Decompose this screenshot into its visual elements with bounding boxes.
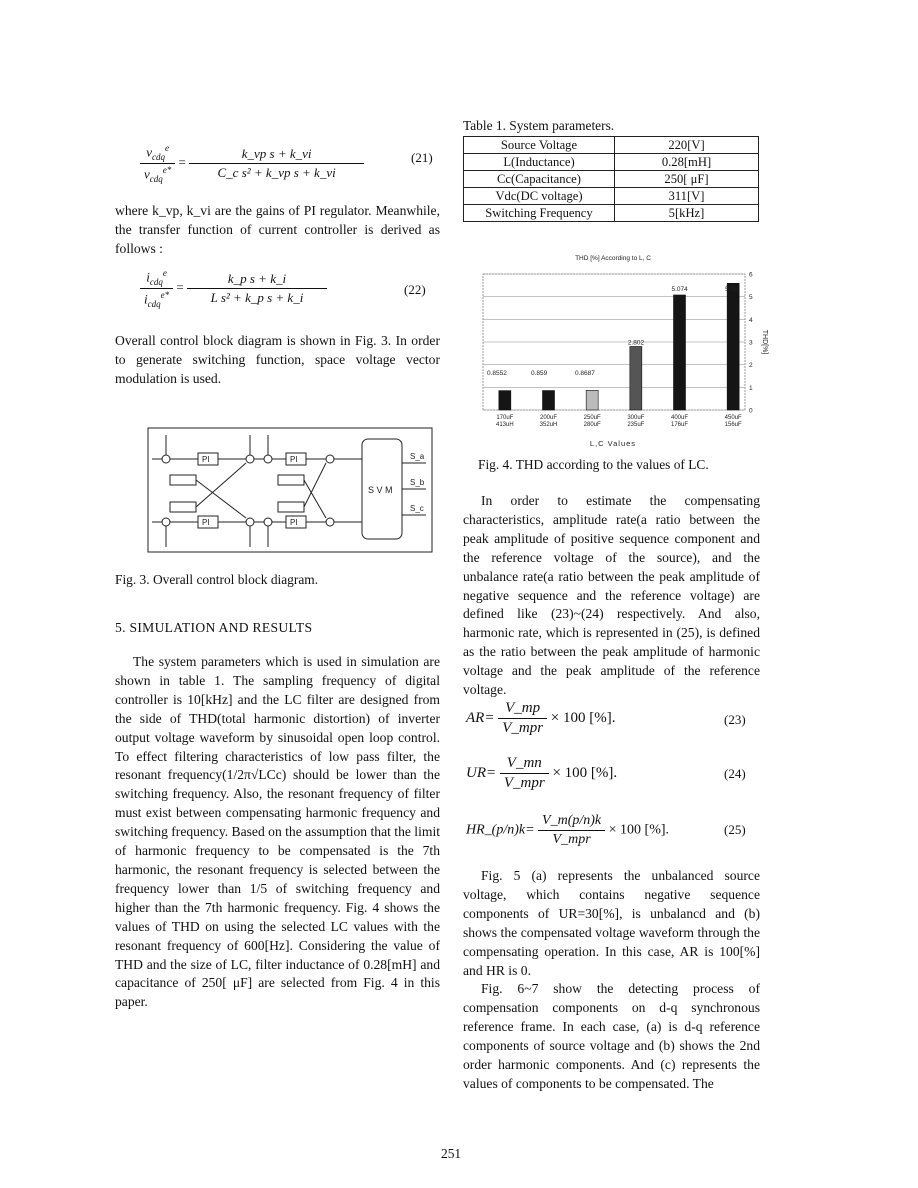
output-sc: S_c	[410, 504, 424, 513]
svm-label: S V M	[368, 485, 393, 495]
fig3-caption: Fig. 3. Overall control block diagram.	[115, 572, 319, 587]
param-name: Cc(Capacitance)	[464, 171, 615, 188]
output-sa: S_a	[410, 452, 425, 461]
x-tick-label: 280uF	[583, 422, 601, 428]
equation-22: $\frac{i_{cdq}^e}{i_{cdq}^{e*}}$ = $\frac{\text{k\_p s + k\_i}}{\text{L s² + k\_p s + k\_i}}$	[140, 268, 327, 309]
bar	[543, 391, 555, 410]
pi-label-1: PI	[202, 455, 210, 464]
paragraph-simulation: The system parameters which is used in simulation are shown in table 1. The sampling frequency of digital controller is 10[kHz] and the LC filter are designed from the side of THD(total harmonic distortion) of inverter output voltage waveform by sinusoidal open loop control. To effect filtering characteristics of low pass filter, the resonant frequency(1/2π√LCc) should be lower than the switching frequency. Also, the resonant frequency of filter must exist between compensating harmonic frequency and switching frequency. Based on the assumption that the limit of harmonic frequency to be compensated is the 7th harmonic, the resonant frequency is selected between the frequency lower than 1/5 of switching frequency and higher than the 7th harmonic frequency. Fig. 4 shows the values of THD on using the selected LC values with the resonant frequency of 600[Hz]. Considering the value of THD and the size of LC, filter inductance of 0.28[mH] and capacitance of 250[ μF] are selected from Fig. 4 in this paper.	[115, 654, 440, 1010]
table-row	[464, 188, 759, 205]
table-row	[464, 137, 759, 154]
equation-23: AR= $\frac{V\_mp}{\text{V\_mpr}}$ × 100 [%].	[466, 700, 616, 736]
param-name: Source Voltage	[464, 137, 615, 154]
param-value: 5[kHz]	[615, 205, 759, 222]
bar-value-label: 0.8687	[575, 369, 595, 377]
x-tick-label: 352uH	[539, 422, 558, 428]
equation-21-number: (21)	[411, 150, 433, 165]
y-tick-label: 3	[749, 339, 753, 347]
x-tick-label: 235uF	[627, 422, 645, 428]
y-tick-label: 2	[749, 362, 753, 370]
param-value: 250[ μF]	[615, 171, 759, 188]
paragraph-fig5: Fig. 5 (a) represents the unbalanced source voltage, which contains negative sequence components of UR=30[%], is unbalancd and (b) shows the compensated voltage waveform through the compensating operation. In this case, AR is 100[%] and HR is 0. Fig. 6~7 show the detecting process of compensation components on d-q synchronous reference frame. In each case, (a) is d-q reference components of source voltage and (b) shows the 2nd order harmonic components. And (c) represents the values of components to be compensated. The	[463, 868, 760, 1091]
x-tick-label: 156uF	[724, 422, 742, 428]
bar	[499, 391, 511, 410]
equation-25: HR_(p/n)k= $\frac{V\_m(p/n)k}{\text{V\_mpr}}$ × 100 [%].	[466, 813, 670, 847]
bar-value-label: 2.802	[627, 339, 645, 347]
param-value: 311[V]	[615, 188, 759, 205]
table-row	[464, 154, 759, 171]
bar-value-label: 0.859	[531, 369, 548, 377]
paragraph-compensation: In order to estimate the compensating characteristics, amplitude rate(a ratio between the peak amplitude of positive sequence component and the reference voltage of the source), and the unbalance rate(a ratio between the peak amplitude of negative sequence and the reference voltage) are defined like (23)~(24) respectively. And also, harmonic rate, which is represented in (25), is defined as the ratio between the peak amplitude of harmonic voltage and the peak amplitude of the reference voltage.	[463, 493, 760, 698]
chart-y-axis-label: THD[%]	[761, 329, 768, 355]
bar-value-label: 0.8552	[487, 369, 507, 377]
pi-label-3: PI	[202, 518, 210, 527]
x-tick-label: 250uF	[583, 415, 601, 421]
bar-value-label: 5.59	[725, 286, 738, 293]
chart-x-axis-label: L,C Values	[589, 439, 637, 448]
paragraph-after-eq22: Overall control block diagram is shown in Fig. 3. In order to generate switching function, space voltage vector modulation is used.	[115, 333, 440, 386]
y-tick-label: 1	[749, 384, 753, 392]
bar	[586, 390, 598, 410]
equation-24: UR= $\frac{V\_mn}{\text{V\_mpr}}$ × 100 [%].	[466, 755, 618, 791]
output-sb: S_b	[410, 478, 425, 487]
bar-value-label: 5.074	[671, 286, 688, 293]
y-tick-label: 6	[749, 271, 753, 279]
section-heading: 5. SIMULATION AND RESULTS	[115, 620, 313, 635]
bar	[674, 295, 686, 410]
y-tick-label: 5	[749, 294, 753, 302]
param-value: 0.28[mH]	[615, 154, 759, 171]
equation-25-number: (25)	[724, 822, 746, 837]
page-number: 251	[441, 1146, 462, 1161]
table-row	[464, 205, 759, 222]
table1-caption: Table 1. System parameters.	[463, 118, 615, 133]
equation-21: $\frac{v_{cdq}^e}{v_{cdq}^{e*}}$ = $\frac{\text{k\_vp s + k\_vi}}{\text{C\_c s² + k\_vp s + k\_vi}}$	[140, 143, 364, 184]
param-value: 220[V]	[615, 137, 759, 154]
x-tick-label: 450uF	[724, 415, 742, 421]
bar	[630, 346, 642, 410]
x-tick-label: 413uH	[495, 422, 514, 428]
pi-label-4: PI	[290, 518, 298, 527]
fig4-caption: Fig. 4. THD according to the values of LC.	[478, 457, 709, 472]
equation-24-number: (24)	[724, 766, 746, 781]
table-row	[464, 171, 759, 188]
system-parameters-table	[463, 136, 759, 222]
param-name: Vdc(DC voltage)	[464, 188, 615, 205]
x-tick-label: 200uF	[539, 415, 558, 421]
x-tick-label: 176uF	[670, 422, 689, 428]
y-tick-label: 4	[749, 316, 753, 324]
param-name: L(Inductance)	[464, 154, 615, 171]
x-tick-label: 400uF	[670, 415, 689, 421]
equation-22-number: (22)	[404, 282, 426, 297]
chart-title: THD [%] According to L, C	[575, 255, 651, 262]
bar	[727, 283, 739, 410]
equation-23-number: (23)	[724, 712, 746, 727]
control-block-diagram	[140, 425, 440, 555]
thd-chart	[463, 250, 773, 450]
x-tick-label: 300uF	[627, 415, 645, 421]
pi-label-2: PI	[290, 455, 298, 464]
y-tick-label: 0	[749, 407, 753, 415]
x-tick-label: 170uF	[496, 415, 514, 421]
paragraph-after-eq21: where k_vp, k_vi are the gains of PI regulator. Meanwhile, the transfer function of current controller is derived as follows :	[115, 203, 440, 256]
param-name: Switching Frequency	[464, 205, 615, 222]
